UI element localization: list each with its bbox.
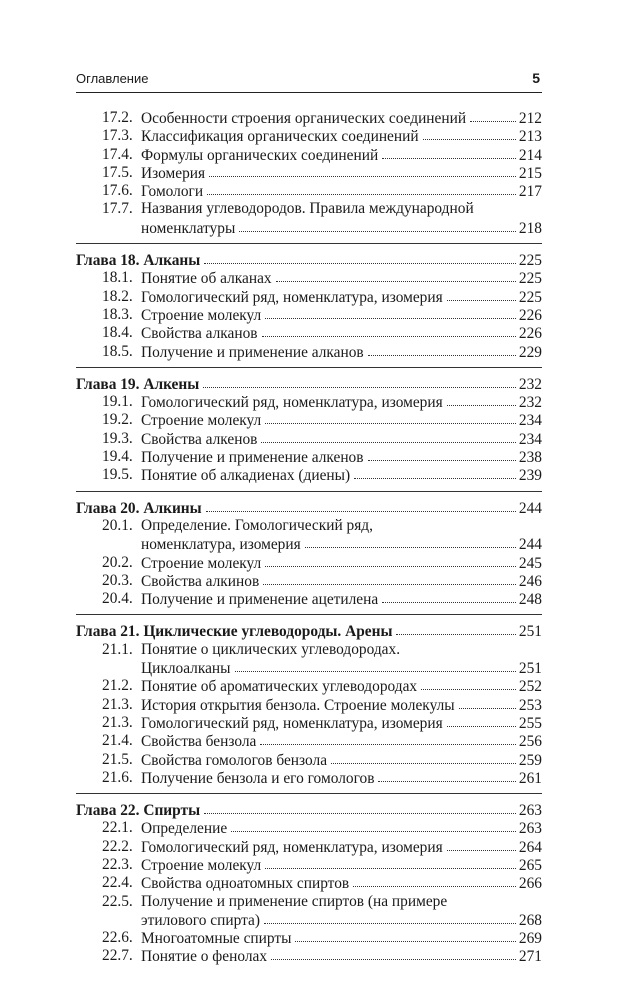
toc-entry[interactable]: [76, 572, 542, 590]
toc-entry[interactable]: [76, 288, 542, 306]
toc-entry-title: Циклоалканы: [141, 660, 231, 678]
toc-entry-number: 17.2.: [102, 109, 133, 126]
toc-entry-title: Получение и применение алкенов: [141, 449, 364, 467]
toc-entry[interactable]: [76, 200, 542, 218]
toc-page-number: 229: [518, 343, 542, 361]
toc-entry-title: Строение молекул: [141, 412, 262, 430]
toc-page-number: 251: [518, 660, 542, 678]
dot-leader: [206, 498, 516, 512]
toc-page-number: 218: [518, 219, 542, 237]
toc-chapter[interactable]: [76, 375, 542, 393]
dot-leader: [265, 553, 516, 567]
dot-leader: [265, 410, 516, 424]
dot-leader: [378, 768, 515, 782]
toc-entry-title: Гомологический ряд, номенклатура, изомерия: [141, 714, 443, 732]
toc-entry-title: Понятие об ароматических углеводородах: [141, 678, 418, 696]
toc-entry-title: Особенности строения органических соединений: [141, 110, 467, 127]
toc-page-number: 266: [518, 875, 542, 893]
toc-entry-title: Строение молекул: [141, 856, 262, 874]
toc-page-number: 225: [518, 288, 542, 306]
toc-page-number: 265: [518, 856, 542, 874]
toc-chapter[interactable]: [76, 801, 542, 819]
toc-entry-number: 19.2.: [102, 411, 133, 429]
toc-page-number: 212: [518, 110, 542, 127]
toc-entry-number: 18.1.: [102, 269, 133, 287]
dot-leader: [447, 392, 516, 406]
toc-entry-number: 22.4.: [102, 874, 133, 892]
toc-entry-title: Получение бензола и его гомологов: [141, 769, 375, 787]
toc-entry-number: 17.4.: [102, 145, 133, 163]
toc-entry-number: 17.6.: [102, 182, 133, 200]
toc-entry-title: Понятие о фенолах: [141, 948, 268, 966]
dot-leader: [447, 287, 516, 301]
dot-leader: [262, 323, 516, 337]
toc-entry[interactable]: [76, 659, 542, 677]
toc-page-number: 234: [518, 430, 542, 448]
toc-entry-number: 19.4.: [102, 448, 133, 466]
toc-entry[interactable]: [76, 109, 542, 127]
toc-entry-title: Многоатомные спирты: [141, 930, 292, 948]
toc-page-number: 245: [518, 554, 542, 572]
dot-leader: [231, 818, 516, 832]
toc-page-number: 246: [518, 572, 542, 590]
toc-entry-title: История открытия бензола. Строение молекулы: [141, 696, 455, 714]
toc-entry-title: Получение и применение алканов: [141, 343, 364, 361]
toc-entry[interactable]: [76, 714, 542, 732]
dot-leader: [353, 873, 516, 887]
dot-leader: [260, 731, 516, 745]
toc-entry-title: номенклатуры: [141, 219, 236, 237]
chapter-separator: [76, 614, 542, 615]
toc-chapter[interactable]: [76, 499, 542, 517]
chapter-separator: [76, 793, 542, 794]
toc-entry-title: Гомологический ряд, номенклатура, изомерия: [141, 838, 443, 856]
toc-entry[interactable]: [76, 732, 542, 750]
toc-page-number: 239: [518, 467, 542, 485]
toc-entry-number: 22.5.: [102, 892, 133, 910]
chapter-separator: [76, 367, 542, 368]
toc-entry[interactable]: [76, 448, 542, 466]
toc-entry-title: Свойства одноатомных спиртов: [141, 875, 350, 893]
toc-entry-number: 20.2.: [102, 553, 133, 571]
toc-entry-title: Названия углеводородов. Правила международной: [141, 200, 474, 218]
toc-entry-number: 21.5.: [102, 750, 133, 768]
toc-page-number: 225: [518, 270, 542, 288]
dot-leader: [305, 534, 516, 548]
header-page-number: 5: [532, 70, 540, 86]
toc-entry[interactable]: [76, 893, 542, 911]
dot-leader: [368, 447, 516, 461]
dot-leader: [447, 713, 516, 727]
dot-leader: [447, 837, 516, 851]
toc-page-number: 214: [518, 146, 542, 164]
toc-entry[interactable]: [76, 182, 542, 200]
dot-leader: [239, 218, 516, 232]
toc-entry-title: Формулы органических соединений: [141, 146, 379, 164]
toc-entry-number: 21.3.: [102, 713, 133, 731]
dot-leader: [261, 429, 515, 443]
toc-entry-number: 22.7.: [102, 947, 133, 965]
dot-leader: [271, 946, 516, 960]
dot-leader: [204, 250, 516, 264]
toc-page-number: 256: [518, 733, 542, 751]
toc-page-number: 234: [518, 412, 542, 430]
toc-entry[interactable]: [76, 641, 542, 659]
dot-leader: [354, 465, 516, 479]
toc-page-number: 226: [518, 306, 542, 324]
toc-entry-title: Получение и применение ацетилена: [141, 591, 379, 609]
toc-entry[interactable]: [76, 393, 542, 411]
dot-leader: [295, 928, 515, 942]
dot-leader: [421, 676, 516, 690]
toc-page-number: 259: [518, 751, 542, 769]
dot-leader: [207, 181, 516, 195]
toc-entry[interactable]: [76, 517, 542, 535]
toc-entry[interactable]: [76, 306, 542, 324]
toc-entry-number: 18.3.: [102, 305, 133, 323]
dot-leader: [265, 305, 516, 319]
toc-page-number: 248: [518, 591, 542, 609]
toc-entry[interactable]: [76, 164, 542, 182]
toc-entry[interactable]: [76, 590, 542, 608]
toc-page-number: 225: [518, 252, 542, 270]
header-title: Оглавление: [76, 71, 149, 86]
toc-page-number: 215: [518, 164, 542, 182]
toc-entry[interactable]: [76, 219, 542, 237]
toc-entry[interactable]: [76, 696, 542, 714]
toc-entry-title: Классификация органических соединений: [141, 128, 419, 146]
toc-entry-title: этилового спирта): [141, 911, 260, 929]
toc-entry-number: 22.6.: [102, 929, 133, 947]
toc-page-number: 255: [518, 714, 542, 732]
toc-page-number: 268: [518, 911, 542, 929]
toc-page-number: 269: [518, 930, 542, 948]
running-header: [76, 70, 542, 93]
toc-entry-number: 18.2.: [102, 287, 133, 305]
toc-entry-number: 18.4.: [102, 324, 133, 342]
toc-page-number: 263: [518, 820, 542, 838]
toc-entry-title: Определение: [141, 820, 228, 838]
toc-page-number: 238: [518, 449, 542, 467]
toc-entry[interactable]: [76, 677, 542, 695]
dot-leader: [382, 145, 516, 159]
toc-entry[interactable]: [76, 343, 542, 361]
toc-entry-number: 18.5.: [102, 342, 133, 360]
toc-entry-title: Строение молекул: [141, 306, 262, 324]
toc-entry-title: Свойства гомологов бензола: [141, 751, 328, 769]
dot-leader: [423, 126, 516, 140]
toc-entry-number: 19.5.: [102, 466, 133, 484]
toc-entry-title: Свойства алкенов: [141, 430, 258, 448]
toc-entry-title: Гомологический ряд, номенклатура, изомерия: [141, 394, 443, 412]
toc-chapter-title: Глава 20. Алкины: [76, 499, 202, 517]
toc-entry-number: 20.1.: [102, 516, 133, 534]
chapter-separator: [76, 491, 542, 492]
toc-page-number: 253: [518, 696, 542, 714]
toc-entry[interactable]: [76, 535, 542, 553]
dot-leader: [265, 855, 516, 869]
toc-entry-number: 21.6.: [102, 768, 133, 786]
toc-entry[interactable]: [76, 929, 542, 947]
dot-leader: [331, 750, 516, 764]
toc-entry-title: Свойства алканов: [141, 325, 258, 343]
toc-entry[interactable]: [76, 430, 542, 448]
toc-entry-title: Понятие об алкадиенах (диены): [141, 467, 351, 485]
toc-page-number: 213: [518, 128, 542, 146]
dot-leader: [263, 571, 516, 585]
toc-entry-title: номенклатура, изомерия: [141, 536, 301, 554]
toc-entry[interactable]: [76, 324, 542, 342]
toc-entry-number: 20.3.: [102, 571, 133, 589]
toc-entry[interactable]: [76, 769, 542, 787]
toc-entry-number: 21.3.: [102, 695, 133, 713]
toc-page-number: 252: [518, 678, 542, 696]
toc-entry-title: Строение молекул: [141, 554, 262, 572]
toc-entry-number: 17.7.: [102, 200, 133, 218]
toc-entry[interactable]: [76, 751, 542, 769]
dot-leader: [459, 695, 516, 709]
toc-entry-title: Получение и применение спиртов (на примере: [141, 892, 448, 910]
toc-entry[interactable]: [76, 127, 542, 145]
toc-entry[interactable]: [76, 146, 542, 164]
toc-entry-number: 21.4.: [102, 732, 133, 750]
dot-leader: [264, 910, 516, 924]
toc-page-number: 263: [518, 802, 542, 820]
toc-chapter[interactable]: [76, 251, 542, 269]
toc-entry-title: Понятие о циклических углеводородах.: [141, 640, 401, 658]
toc-chapter-title: Глава 19. Алкены: [76, 375, 200, 393]
toc-entry[interactable]: [76, 269, 542, 287]
toc-entry-title: Понятие об алканах: [141, 270, 272, 288]
toc-entry[interactable]: [76, 411, 542, 429]
toc-page-number: 251: [518, 623, 542, 641]
toc-page-number: 244: [518, 499, 542, 517]
toc-entry[interactable]: [76, 838, 542, 856]
table-of-contents: [76, 109, 542, 966]
dot-leader: [203, 374, 516, 388]
toc-entry[interactable]: [76, 466, 542, 484]
toc-entry-title: Свойства алкинов: [141, 572, 260, 590]
toc-page-number: 271: [518, 948, 542, 966]
toc-entry[interactable]: [76, 947, 542, 965]
toc-page-number: 226: [518, 325, 542, 343]
toc-entry-title: Гомологический ряд, номенклатура, изомерия: [141, 288, 443, 306]
toc-entry-number: 21.2.: [102, 677, 133, 695]
dot-leader: [204, 800, 516, 814]
toc-entry-title: Определение. Гомологический ряд,: [141, 516, 373, 534]
toc-entry-number: 21.1.: [102, 640, 133, 658]
dot-leader: [396, 621, 515, 635]
dot-leader: [382, 589, 516, 603]
toc-page-number: 244: [518, 536, 542, 554]
chapter-separator: [76, 243, 542, 244]
toc-entry-number: 19.1.: [102, 393, 133, 411]
toc-entry-number: 20.4.: [102, 590, 133, 608]
dot-leader: [368, 342, 516, 356]
toc-entry-number: 22.3.: [102, 855, 133, 873]
toc-entry[interactable]: [76, 819, 542, 837]
toc-chapter-title: Глава 18. Алканы: [76, 252, 201, 270]
toc-entry[interactable]: [76, 874, 542, 892]
toc-page-number: 261: [518, 769, 542, 787]
toc-entry-number: 17.5.: [102, 163, 133, 181]
toc-entry-title: Гомологи: [141, 183, 204, 201]
toc-entry-number: 22.2.: [102, 837, 133, 855]
toc-chapter-title: Глава 21. Циклические углеводороды. Арены: [76, 623, 393, 641]
toc-entry-number: 22.1.: [102, 819, 133, 837]
toc-page-number: 232: [518, 375, 542, 393]
dot-leader: [235, 658, 516, 672]
toc-entry-number: 19.3.: [102, 429, 133, 447]
toc-entry[interactable]: [76, 856, 542, 874]
dot-leader: [470, 108, 516, 122]
toc-entry[interactable]: [76, 911, 542, 929]
toc-page-number: 232: [518, 394, 542, 412]
toc-chapter[interactable]: [76, 622, 542, 640]
toc-entry-title: Свойства бензола: [141, 733, 257, 751]
toc-chapter-title: Глава 22. Спирты: [76, 802, 201, 820]
dot-leader: [276, 268, 516, 282]
toc-page-number: 217: [518, 183, 542, 201]
toc-entry-number: 17.3.: [102, 127, 133, 145]
toc-page-number: 264: [518, 838, 542, 856]
toc-entry-title: Изомерия: [141, 164, 206, 182]
toc-entry[interactable]: [76, 554, 542, 572]
dot-leader: [209, 163, 516, 177]
